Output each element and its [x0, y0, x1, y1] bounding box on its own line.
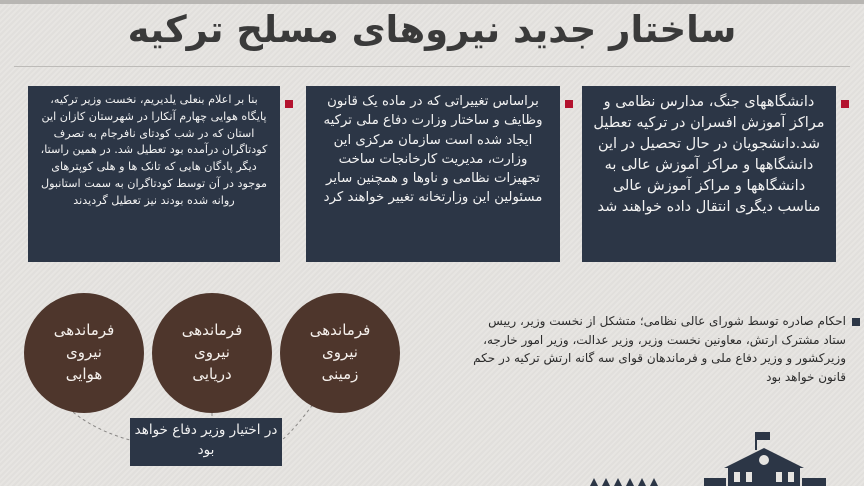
naval-force-command-label: فرماندهی نیروی دریایی — [181, 321, 243, 383]
page-title: ساختار جدید نیروهای مسلح ترکیه — [127, 8, 737, 51]
land-force-command-circle — [280, 293, 400, 413]
land-force-command-label: فرماندهی نیروی زمینی — [309, 321, 371, 383]
air-force-command-label: فرماندهی نیروی هوایی — [53, 321, 115, 383]
military-council-text: احکام صادره توسط شورای عالی نظامی؛ متشکل از نخست وزیر، رییس ستاد مشترک ارتش، معاونین نخست وزیر، وزیر عدالت، وزیر امور خارجه، وزیرکشور و وزیر دفاع ملی و فرماندهان قوای سه گانه ارتش ترکیه در حکم قانون خواهد بود — [473, 314, 846, 384]
naval-force-command-circle — [152, 293, 272, 413]
info-box-text: بنا بر اعلام بنعلی یلدیریم، نخست وزیر ترکیه، پایگاه هوایی چهارم آنکارا در شهرستان کازان این استان که در شب کودتای نافرجام به تصرف کودتاگران درآمده بود تعطیل شد. در همین راستا، دیگر پادگان هایی که تانک ها و هلی کوپترهای موجود در آن توسط کودتاگران به سمت استانبول روانه شده بودند نیز تعطیل گردیدند — [40, 93, 268, 207]
decorative-fence-icon — [588, 476, 674, 486]
school-building-icon — [704, 428, 854, 486]
defense-minister-box: در اختیار وزیر دفاع خواهد بود — [130, 418, 282, 466]
info-box-text: دانشگاههای جنگ، مدارس نظامی و مراکز آموزش افسران در ترکیه تعطیل شد.دانشجویان در حال تحصیل در این دانشگاهها و مراکز آموزش عالی به دانشگاهها و مراکز آموزش عالی مناسب دیگری انتقال داده خواهند شد — [593, 94, 825, 216]
info-box-text: براساس تغییراتی که در ماده یک قانون وظایف و ساختار وزارت دفاع ملی ترکیه ایجاد شده است سازمان مرکزی این وزارت، مدیریت کارخانجات ساخت تجهیزات نظامی و ناوها و همچنین سایر مسئولین این وزارتخانه تغییر خواهند کرد — [323, 94, 543, 206]
air-force-command-circle — [24, 293, 144, 413]
bullet-marker — [852, 318, 860, 326]
